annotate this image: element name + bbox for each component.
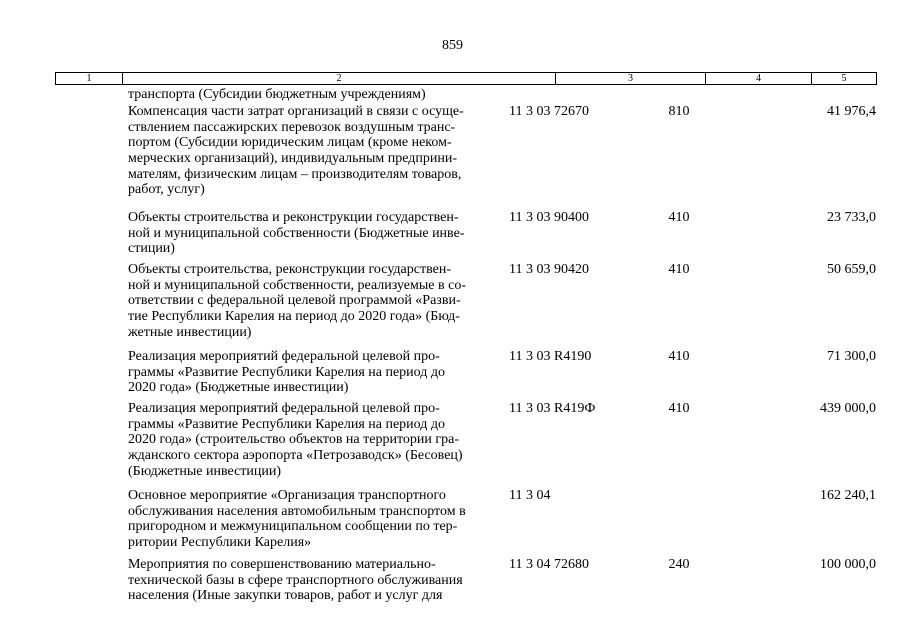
row-name-line: 2020 года» (Бюджетные инвестиции) [128,380,349,396]
row-name [128,104,500,198]
row-name [128,349,500,396]
row-name-line: ной и муниципальной собственности (Бюджетные инве- [128,225,465,241]
row-name-line: ритории Республики Карелия» [128,535,312,551]
row-name-line: Компенсация части затрат организаций в связи с осуще- [128,104,464,119]
row-sum: 162 240,1 [820,488,876,503]
header-col-1: 1 [56,73,123,84]
row-kvr: 410 [668,210,690,225]
row-code: 11 3 03 R419Ф [509,401,596,416]
page-number: 859 [442,38,463,53]
row-name-line: транспорта (Субсидии бюджетным учреждениям) [128,87,426,102]
row-name-line: работ, услуг) [128,182,205,198]
row-name-line: тие Республики Карелия на период до 2020 года» (Бюд- [128,309,460,325]
row-code: 11 3 04 [509,488,551,503]
header-col-2: 2 [123,73,556,84]
header-col-4: 4 [706,73,812,84]
row-name [128,557,500,604]
row-name-line: Объекты строительства, реконструкции государствен- [128,262,451,277]
row-name-line: мерческих организаций), индивидуальным предприни- [128,151,458,167]
row-kvr: 410 [668,349,690,364]
row-name-line: портом (Субсидии юридическим лицам (кроме неком- [128,135,452,151]
row-name-line: Мероприятия по совершенствованию материально- [128,557,436,572]
row-name-line: жданского сектора аэропорта «Петрозаводск» (Бесовец) [128,448,463,464]
row-name-line: пригородном и межмуниципальном сообщении по тер- [128,519,458,535]
row-code: 11 3 03 90400 [509,210,589,225]
row-name-line: граммы «Развитие Республики Карелия на период до [128,364,446,380]
row-name [128,401,500,479]
row-code: 11 3 03 90420 [509,262,589,277]
row-name-line: обслуживания населения автомобильным транспортом в [128,503,466,519]
row-name [128,87,500,103]
row-sum: 439 000,0 [820,401,876,416]
row-name-line: Реализация мероприятий федеральной целевой про- [128,401,440,416]
row-sum: 41 976,4 [827,104,876,119]
row-kvr: 810 [668,104,690,119]
row-name-line: ной и муниципальной собственности, реализуемые в со- [128,277,466,293]
row-name-line: Реализация мероприятий федеральной целевой про- [128,349,440,364]
row-code: 11 3 04 72680 [509,557,589,572]
row-sum: 23 733,0 [827,210,876,225]
row-sum: 50 659,0 [827,262,876,277]
row-name-line: населения (Иные закупки товаров, работ и услуг для [128,588,443,604]
row-name [128,262,500,340]
row-name-line: ствлением пассажирских перевозок воздушным транс- [128,119,456,135]
row-code: 11 3 03 72670 [509,104,589,119]
row-name-line: Объекты строительства и реконструкции государствен- [128,210,459,225]
row-name-line: стиции) [128,241,175,257]
header-col-5: 5 [841,73,847,84]
row-name-line: граммы «Развитие Республики Карелия на период до [128,416,446,432]
table-header [55,72,877,85]
row-kvr: 410 [668,262,690,277]
row-name-line: технической базы в сфере транспортного обслуживания [128,572,463,588]
row-name-line: мателям, физическим лицам – производителям товаров, [128,166,462,182]
row-name-line: Основное мероприятие «Организация транспортного [128,488,446,503]
row-name-line: жетные инвестиции) [128,324,252,340]
row-sum: 100 000,0 [820,557,876,572]
row-sum: 71 300,0 [827,349,876,364]
row-kvr: 410 [668,401,690,416]
header-col-3: 3 [556,73,706,84]
row-name-line: (Бюджетные инвестиции) [128,463,282,479]
row-code: 11 3 03 R4190 [509,349,592,364]
row-name-line: ответствии с федеральной целевой программой «Разви- [128,293,461,309]
row-name [128,488,500,551]
row-name-line: 2020 года» (строительство объектов на территории гра- [128,432,459,448]
row-name [128,210,500,257]
row-kvr: 240 [668,557,690,572]
